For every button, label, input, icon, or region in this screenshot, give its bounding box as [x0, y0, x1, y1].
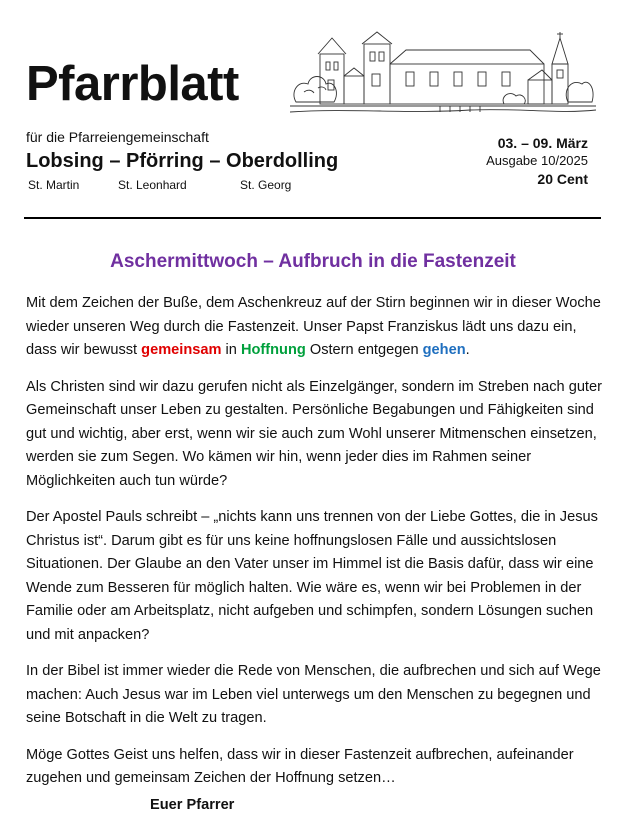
newsletter-subtitle: für die Pfarreiengemeinschaft: [26, 129, 209, 145]
masthead: [0, 0, 626, 222]
church-sketch-illustration: [290, 30, 596, 118]
issue-number: Ausgabe 10/2025: [486, 153, 588, 168]
signature: Euer Pfarrer: [150, 797, 235, 813]
saint-georg: St. Georg: [240, 178, 292, 192]
p1-text-before: Mit dem Zeichen der Buße, dem Aschenkreuz auf der Stirn beginnen wir in dieser Woche wieder unseren Weg durch die Fastenzeit. Unser Papst Franziskus lädt uns dazu ein, dass wir bewusst: [26, 295, 601, 358]
highlight-gemeinsam: gemeinsam: [141, 342, 222, 358]
highlight-hoffnung: Hoffnung: [240, 342, 306, 358]
article-paragraph-3: Der Apostel Pauls schreibt – „nichts kann uns trennen von der Liebe Gottes, die in Jesus Christus ist“. Darum gibt es für uns keine hoffnungslosen Fälle und aussichtslosen Situationen. Der Glaube an den Vater unser im Himmel ist die Basis dafür, dass wir eine Wende zum Besseren für möglich halten. Wie wäre es, wenn wir bei Problemen in der Familie oder am Arbeitsplatz, nicht aufgeben und schimpfen, sondern Lösungen suchen und mit anpacken?: [26, 509, 598, 643]
issue-info: [486, 134, 588, 188]
saint-martin: St. Martin: [28, 178, 80, 192]
article-paragraph-5: Möge Gottes Geist uns helfen, dass wir in dieser Fastenzeit aufbrechen, aufeinander zugehen und gemeinsam Zeichen der Hoffnung setzen…: [26, 746, 574, 786]
highlight-gehen: gehen: [422, 342, 466, 358]
article-paragraph-1: [26, 292, 606, 363]
article-paragraph-4: In der Bibel ist immer wieder die Rede von Menschen, die aufbrechen und sich auf Wege machen: Auch Jesus war im Leben viel unterwegs um den Menschen zu begegnen und seine Botschaft in die Welt zu tragen.: [26, 663, 601, 726]
p1-text-mid2: Ostern entgegen: [305, 342, 423, 358]
article-body: [26, 292, 606, 804]
parishes-line: Lobsing – Pförring – Oberdolling: [26, 150, 339, 172]
issue-price: 20 Cent: [537, 171, 588, 187]
issue-dates: 03. – 09. März: [497, 135, 588, 151]
article-paragraph-2: Als Christen sind wir dazu gerufen nicht als Einzelgänger, sondern im Streben nach guter Gemeinschaft unser Leben zu gestalten. Persönliche Begabungen und Fähigkeiten sind gut und wichtig, aber erst, wenn wir sie auch zum Wohl unserer Mitmenschen einsetzen, werden sie zum Segen. Wo kämen wir hin, wenn jeder dies im Rahmen seiner Möglichkeiten auch tun würde?: [26, 378, 602, 489]
header-divider: [24, 217, 601, 219]
p1-text-mid1: in: [221, 342, 241, 358]
newsletter-title: Pfarrblatt: [26, 57, 239, 111]
article-heading: Aschermittwoch – Aufbruch in die Fastenzeit: [110, 251, 516, 272]
p1-text-end: .: [465, 342, 470, 358]
saint-leonhard: St. Leonhard: [118, 178, 187, 192]
